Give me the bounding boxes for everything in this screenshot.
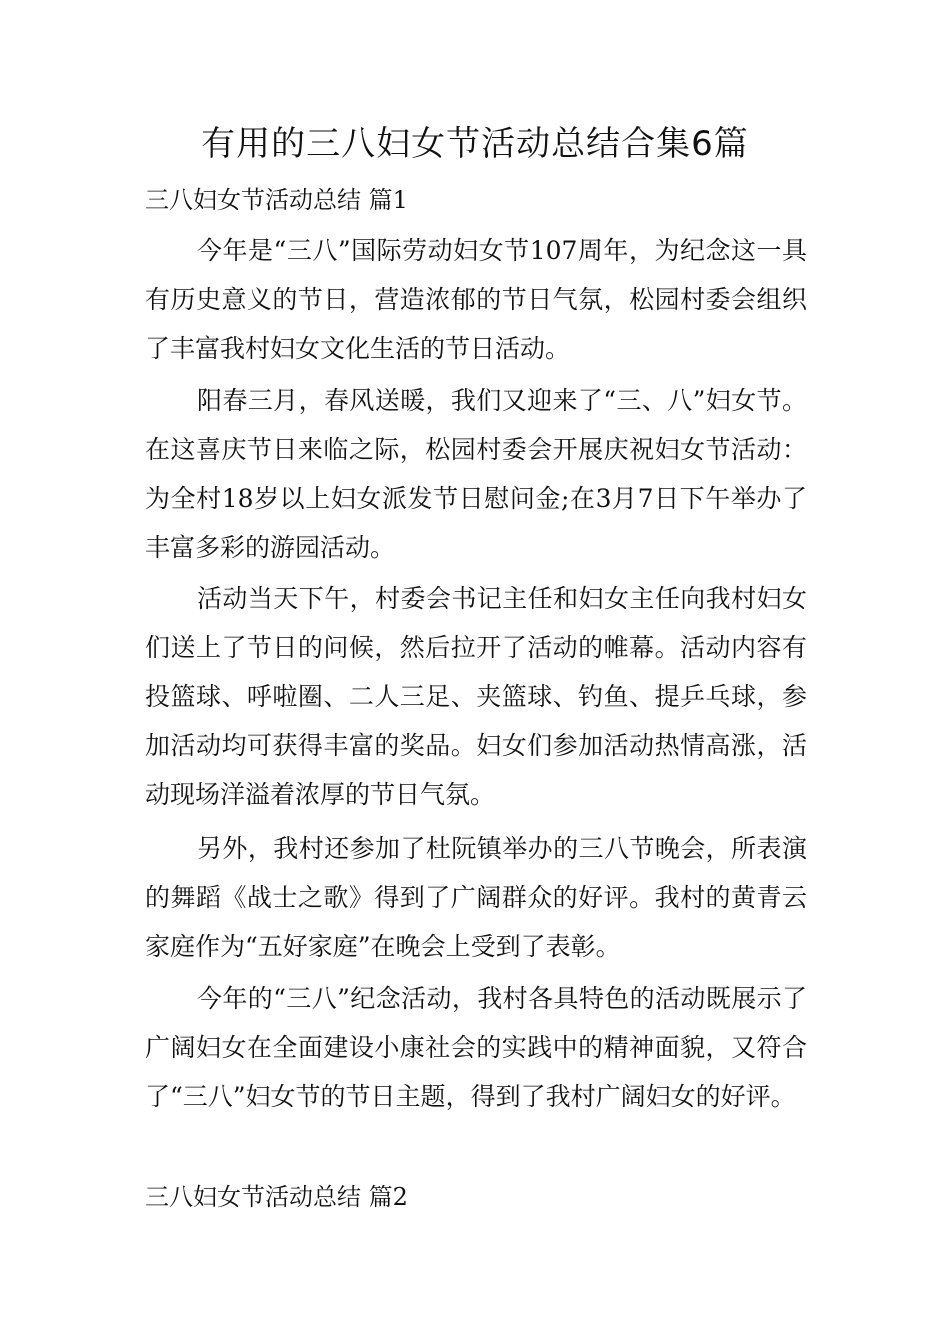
paragraph-1: 今年是“三八”国际劳动妇女节107周年，为纪念这一具有历史意义的节日，营造浓郁的节日气氛，松园村委会组织了丰富我村妇女文化生活的节日活动。 xyxy=(145,236,807,363)
paragraph-4: 另外，我村还参加了杜阮镇举办的三八节晚会，所表演的舞蹈《战士之歌》得到了广阔群众的好评。我村的黄青云家庭作为“五好家庭”在晚会上受到了表彰。 xyxy=(145,834,807,961)
section-heading-1: 三八妇女节活动总结 篇1 xyxy=(145,186,408,214)
document-title: 有用的三八妇女节活动总结合集6篇 xyxy=(201,124,749,164)
paragraph-3: 活动当天下午，村委会书记主任和妇女主任向我村妇女们送上了节日的问候，然后拉开了活动的帷幕。活动内容有投篮球、呼啦圈、二人三足、夹篮球、钓鱼、提乒乓球，参加活动均可获得丰富的奖品。妇女们参加活动热情高涨，活动现场洋溢着浓厚的节日气氛。 xyxy=(145,584,807,809)
section-heading-2: 三八妇女节活动总结 篇2 xyxy=(145,1183,408,1211)
paragraph-2: 阳春三月，春风送暖，我们又迎来了“三、八”妇女节。在这喜庆节日来临之际，松园村委会开展庆祝妇女节活动：为全村18岁以上妇女派发节日慰问金;在3月7日下午举办了丰富多彩的游园活动。 xyxy=(145,386,807,562)
paragraph-5: 今年的“三八”纪念活动，我村各具特色的活动既展示了广阔妇女在全面建设小康社会的实践中的精神面貌，又符合了“三八”妇女节的节日主题，得到了我村广阔妇女的好评。 xyxy=(145,984,807,1111)
